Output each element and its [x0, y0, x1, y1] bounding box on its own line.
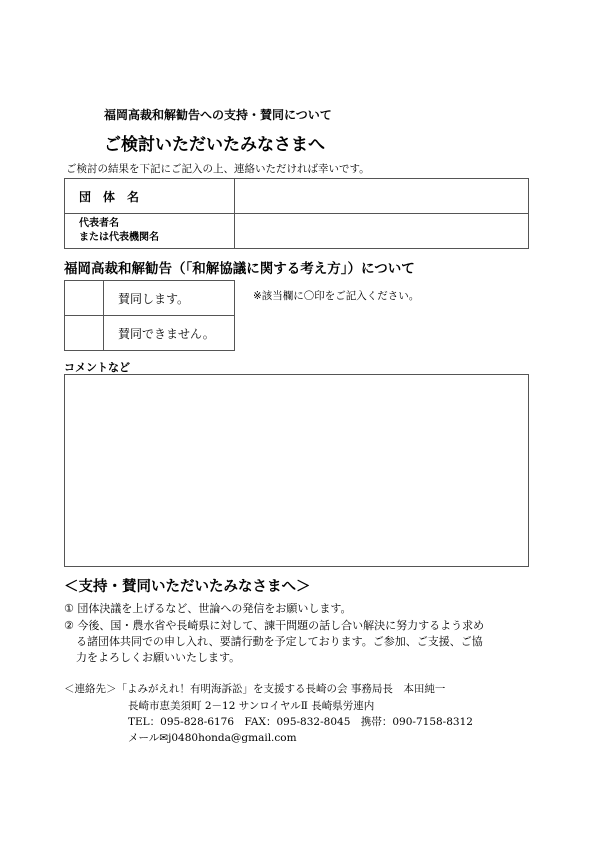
- agree-mark-cell[interactable]: [65, 281, 104, 316]
- opinion-table: [64, 280, 235, 351]
- group-name-field[interactable]: [235, 179, 529, 214]
- contact-email[interactable]: メール✉j0480honda@gmail.com: [128, 732, 297, 744]
- marking-note: ※該当欄に〇印をご記入ください。: [253, 290, 420, 302]
- comment-box[interactable]: [64, 374, 529, 567]
- group-name-label: 団 体 名: [65, 179, 235, 214]
- advice-heading: 福岡高裁和解勧告（「和解協議に関する考え方」）について: [64, 261, 415, 277]
- support-item-1: ① 団体決議を上げるなど、世論への発信をお願いします。: [64, 602, 352, 615]
- document-title: ご検討いただいたみなさまへ: [104, 135, 325, 155]
- support-item-2-line2: る諸団体共同での申し入れ、要請行動を予定しております。ご参加、ご支援、ご協: [76, 635, 483, 648]
- option-disagree: 賛同できません。: [104, 316, 235, 351]
- support-item-2-line1: ② 今後、国・農水省や長崎県に対して、諫干問題の話し合い解決に努力するよう求め: [64, 619, 485, 632]
- document-subtitle: 福岡高裁和解勧告への支持・賛同について: [104, 108, 332, 122]
- representative-label-line1: 代表者名: [79, 218, 119, 229]
- representative-field[interactable]: [235, 214, 529, 249]
- representative-label-line2: または代表機関名: [79, 232, 159, 243]
- contact-line-1: ＜連絡先＞「よみがえれ！有明海訴訟」を支援する長崎の会 事務局長 本田純一: [64, 683, 446, 695]
- support-heading: ＜支持・賛同いただいたみなさまへ＞: [64, 579, 311, 595]
- disagree-mark-cell[interactable]: [65, 316, 104, 351]
- organization-table: [64, 178, 529, 249]
- instruction-text: ご検討の結果を下記にご記入の上、連絡いただければ幸いです。: [66, 163, 370, 175]
- support-item-2-line3: 力をよろしくお願いいたします。: [76, 651, 241, 664]
- contact-phone: TEL：095-828-6176 FAX：095-832-8045 携帯：090-7158-8312: [128, 716, 473, 728]
- option-agree: 賛同します。: [104, 281, 235, 316]
- representative-label: [65, 214, 235, 249]
- contact-address: 長崎市恵美須町 2－12 サンロイヤルⅡ 長崎県労連内: [128, 700, 375, 712]
- comment-label: コメントなど: [64, 361, 130, 374]
